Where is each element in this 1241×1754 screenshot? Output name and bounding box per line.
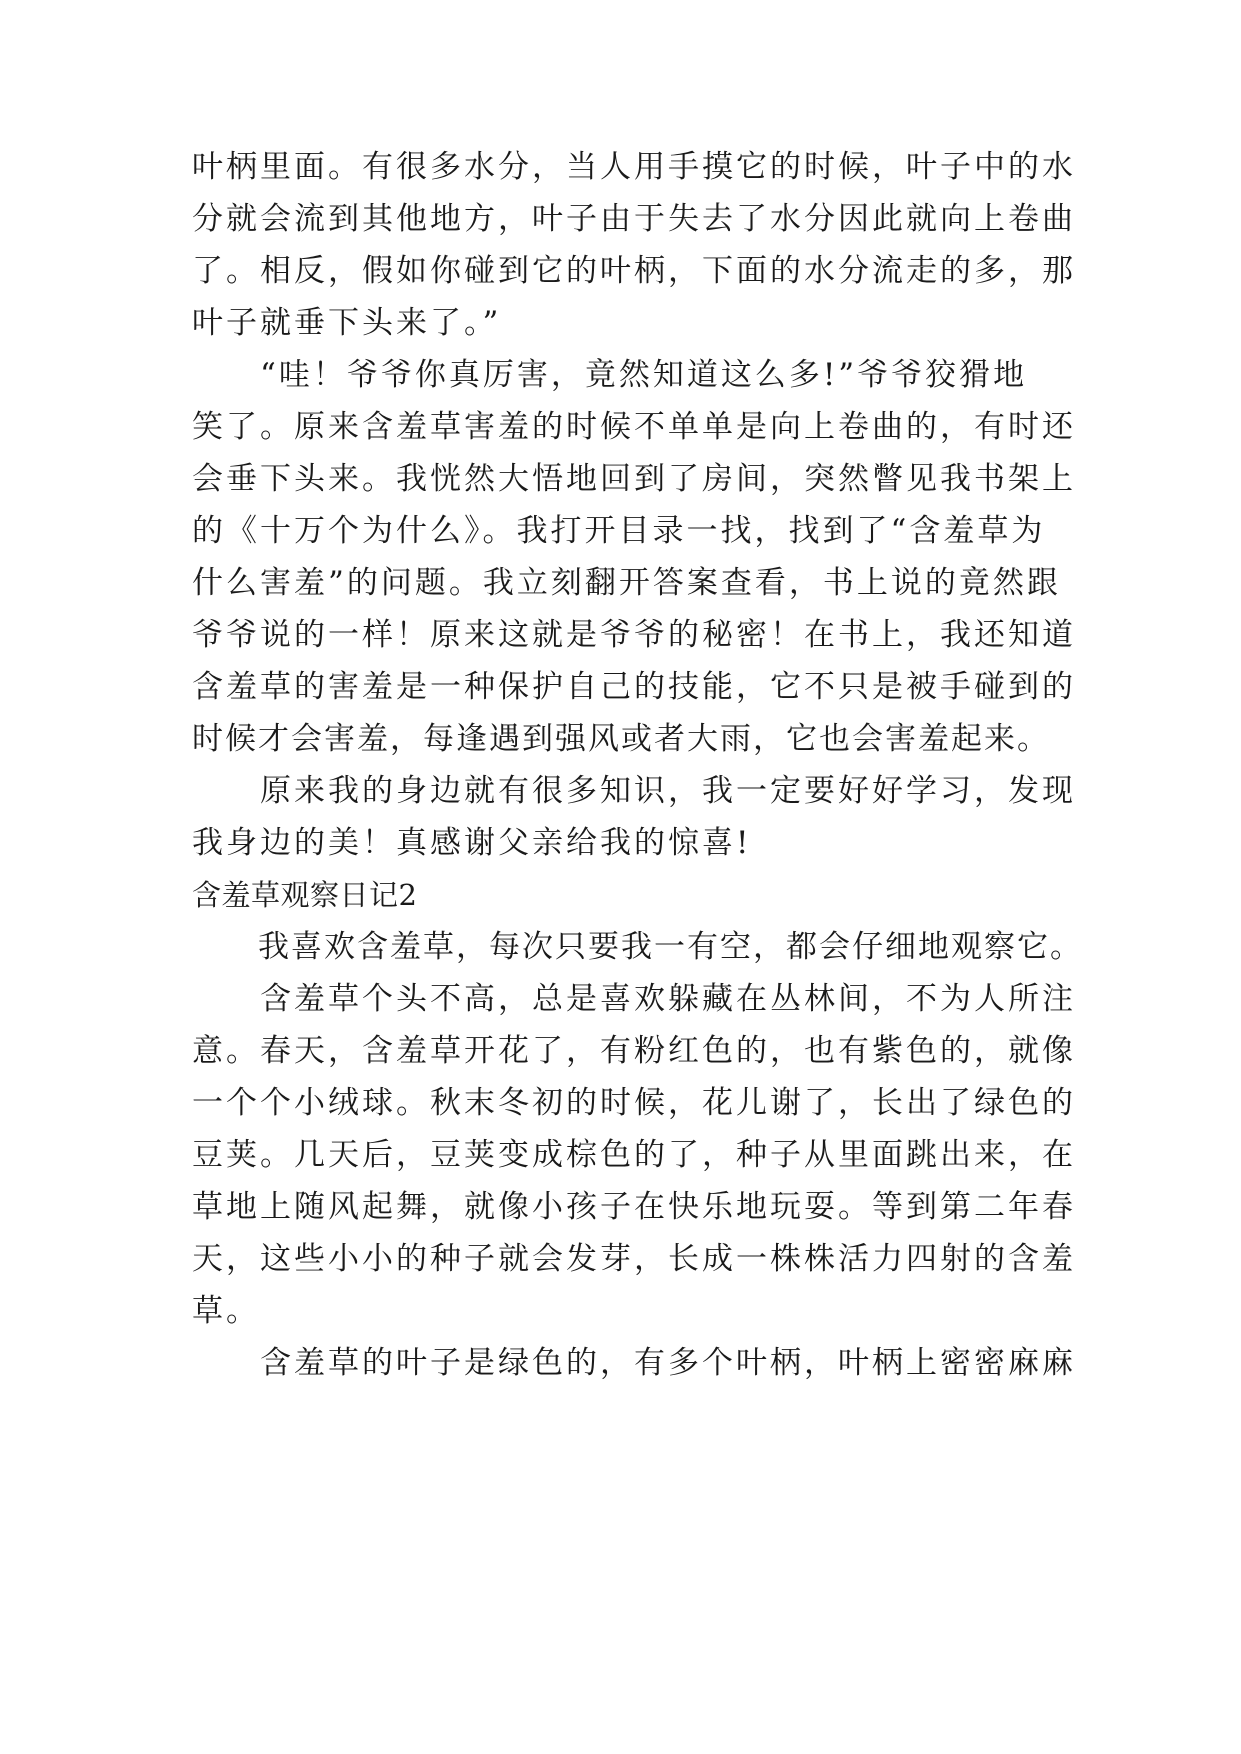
- text-line: 笑了。原来含羞草害羞的时候不单单是向上卷曲的，有时还: [192, 409, 1076, 445]
- text-line: 草。: [192, 1293, 260, 1329]
- text-line: 我身边的美！真感谢父亲给我的惊喜!: [192, 825, 752, 861]
- text-line: 了。相反，假如你碰到它的叶柄，下面的水分流走的多，那: [192, 253, 1076, 289]
- text-line: 什么害羞”的问题。我立刻翻开答案查看，书上说的竟然跟: [192, 565, 1061, 601]
- text-line: 意。春天，含羞草开花了，有粉红色的，也有紫色的，就像: [192, 1033, 1076, 1069]
- text-line: 爷爷说的一样！原来这就是爷爷的秘密！在书上，我还知道: [192, 617, 1076, 653]
- text-line: 含羞草的叶子是绿色的，有多个叶柄，叶柄上密密麻麻: [192, 1345, 1076, 1381]
- text-line: 的《十万个为什么》。我打开目录一找，找到了“含羞草为: [192, 513, 1046, 549]
- text-line: 原来我的身边就有很多知识，我一定要好好学习，发现: [192, 773, 1076, 809]
- section-title: 含羞草观察日记2: [192, 878, 418, 912]
- text-line: 会垂下头来。我恍然大悟地回到了房间，突然瞥见我书架上: [192, 461, 1076, 497]
- text-line: 叶柄里面。有很多水分，当人用手摸它的时候，叶子中的水: [192, 149, 1076, 185]
- text-line: 含羞草个头不高，总是喜欢躲藏在丛林间，不为人所注: [192, 981, 1076, 1017]
- text-line: 分就会流到其他地方，叶子由于失去了水分因此就向上卷曲: [192, 201, 1076, 237]
- text-line: 叶子就垂下头来了。”: [192, 305, 502, 341]
- text-line: “哇！爷爷你真厉害，竟然知道这么多!”爷爷狡猾地: [192, 357, 1028, 393]
- text-line: 时候才会害羞，每逢遇到强风或者大雨，它也会害羞起来。: [192, 721, 1050, 757]
- text-line: 一个个小绒球。秋末冬初的时候，花儿谢了，长出了绿色的: [192, 1085, 1076, 1121]
- text-line: 我喜欢含羞草，每次只要我一有空，都会仔细地观察它。: [192, 929, 1083, 965]
- text-line: 草地上随风起舞，就像小孩子在快乐地玩耍。等到第二年春: [192, 1189, 1076, 1225]
- text-line: 豆荚。几天后，豆荚变成棕色的了，种子从里面跳出来，在: [192, 1137, 1076, 1173]
- text-line: 天，这些小小的种子就会发芽，长成一株株活力四射的含羞: [192, 1241, 1076, 1277]
- text-line: 含羞草的害羞是一种保护自己的技能，它不只是被手碰到的: [192, 669, 1076, 705]
